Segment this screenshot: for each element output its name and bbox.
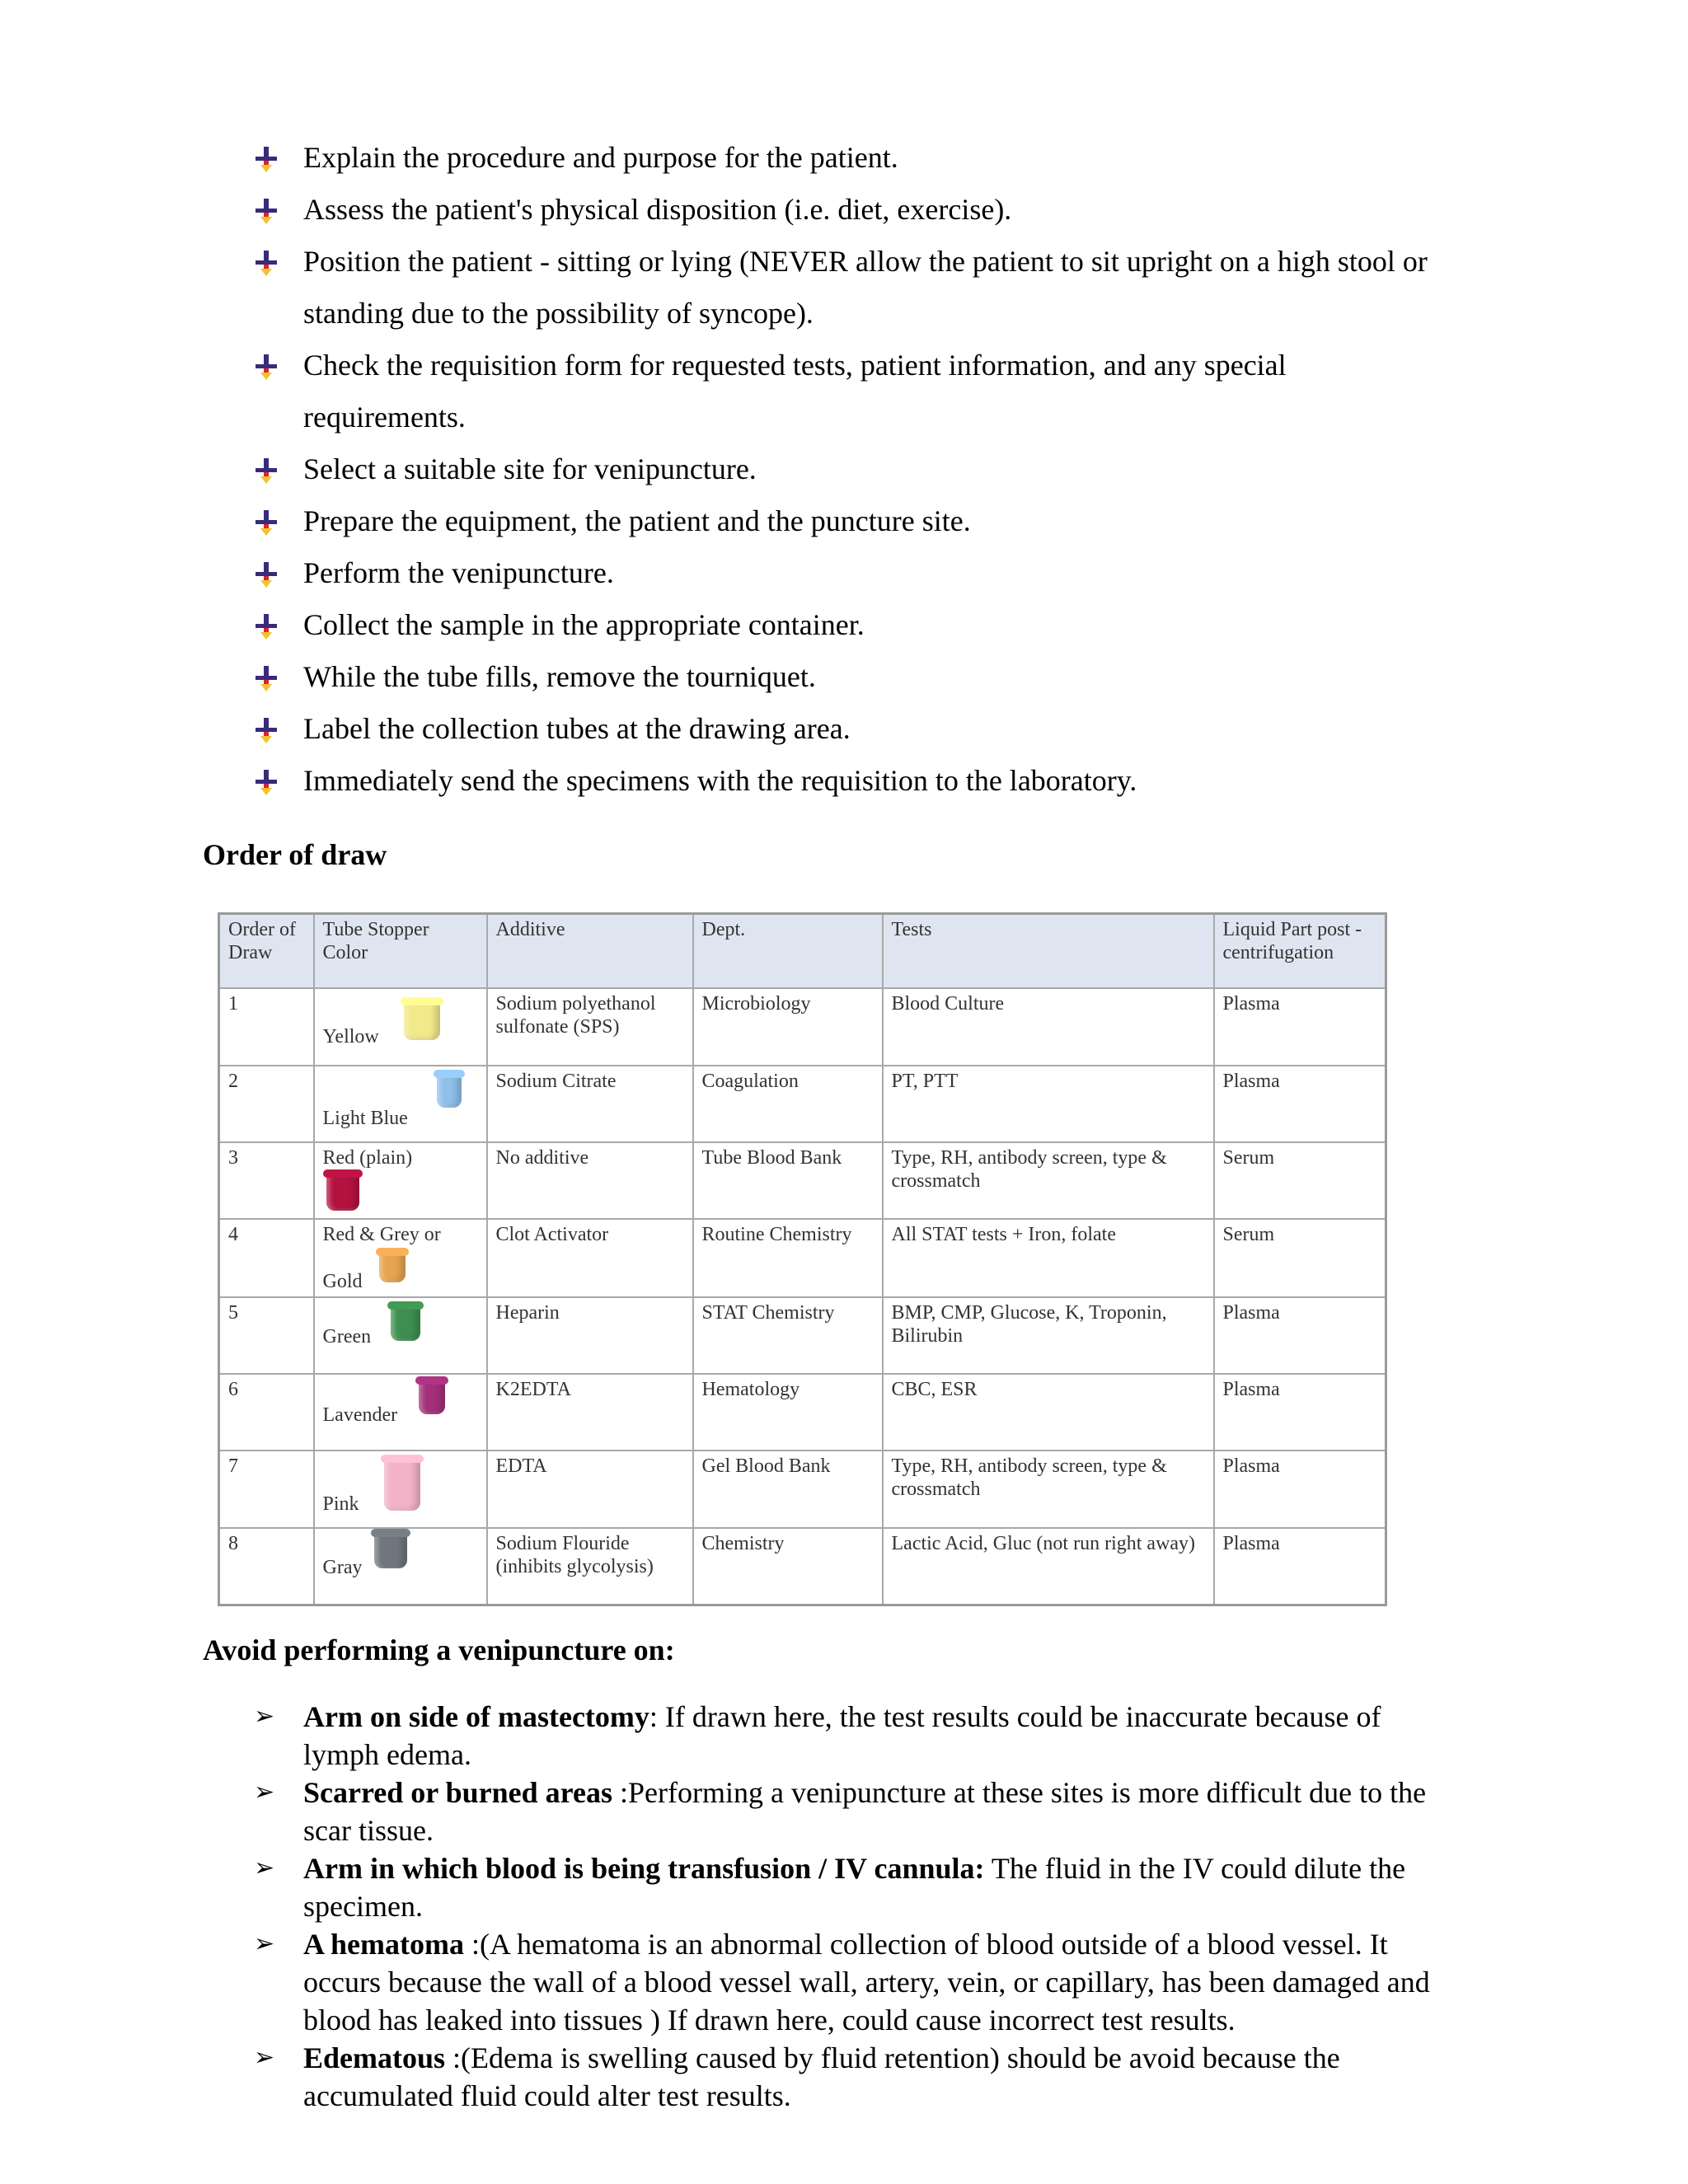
avoid-term: Arm on side of mastectomy [303, 1700, 649, 1733]
order-cell: 5 [219, 1297, 314, 1374]
liquid-cell: Plasma [1214, 1374, 1386, 1451]
stopper-color-cell [314, 1297, 487, 1374]
step-text: Perform the venipuncture. [303, 556, 614, 589]
order-cell: 3 [219, 1142, 314, 1219]
dept-cell: Chemistry [693, 1528, 883, 1605]
stopper-color-name: Lavender [322, 1404, 398, 1426]
down-arrow-bullet-icon [252, 560, 280, 588]
liquid-cell: Serum [1214, 1142, 1386, 1219]
column-header: Tests [883, 914, 1214, 989]
table-row [219, 1142, 1386, 1219]
down-arrow-bullet-icon [252, 145, 280, 173]
yellow-tube-cap-icon [404, 999, 440, 1040]
avoid-description: :Performing a venipuncture at these sites is more difficult due to the scar tissue. [303, 1776, 1427, 1847]
dept-cell: Routine Chemistry [693, 1219, 883, 1297]
table-row [219, 1066, 1386, 1142]
additive-cell: EDTA [487, 1451, 693, 1528]
stopper-color-cell [314, 1451, 487, 1528]
liquid-cell: Serum [1214, 1219, 1386, 1297]
stopper-color-name: Yellow [322, 1026, 379, 1047]
table-row [219, 988, 1386, 1066]
order-cell: 1 [219, 988, 314, 1066]
list-item [247, 495, 1451, 547]
arrowhead-bullet-icon: ➢ [254, 1854, 275, 1882]
additive-cell: Sodium Flouride (inhibits glycolysis) [487, 1528, 693, 1605]
down-arrow-bullet-icon [252, 197, 280, 225]
order-of-draw-heading: Order of draw [203, 838, 387, 871]
list-item [247, 1774, 1451, 1849]
list-item [247, 1698, 1451, 1774]
column-header: Liquid Part post - centrifugation [1214, 914, 1386, 989]
tests-cell: Lactic Acid, Gluc (not run right away) [883, 1528, 1214, 1605]
down-arrow-bullet-icon [252, 664, 280, 692]
list-item [247, 651, 1451, 703]
list-item [247, 2039, 1451, 2115]
step-text: Collect the sample in the appropriate container. [303, 608, 865, 641]
stopper-color-name: Red (plain) [322, 1147, 413, 1169]
step-text: Select a suitable site for venipuncture. [303, 452, 757, 485]
avoid-description: :(Edema is swelling caused by fluid retention) should be avoid because the accumulated fluid could alter test results. [303, 2041, 1340, 2112]
stopper-color-name: Pink [322, 1493, 359, 1515]
light-blue-tube-cap-icon [437, 1071, 462, 1108]
arrowhead-bullet-icon: ➢ [254, 2043, 275, 2072]
step-text: Prepare the equipment, the patient and the puncture site. [303, 504, 971, 537]
step-text: Position the patient - sitting or lying (NEVER allow the patient to sit upright on a high stool or standing due to the possibility of syncope). [303, 245, 1428, 330]
list-item [247, 1925, 1451, 2039]
tests-cell: Blood Culture [883, 988, 1214, 1066]
lavender-tube-cap-icon [419, 1378, 445, 1414]
tests-cell: PT, PTT [883, 1066, 1214, 1142]
column-header: Tube Stopper Color [314, 914, 487, 989]
avoid-description: :(A hematoma is an abnormal collection of blood outside of a blood vessel. It occurs because the wall of a blood vessel wall, artery, vein, or capillary, has been damaged and blood has leaked into tissues ) If drawn here, could cause incorrect test results. [303, 1928, 1430, 2036]
liquid-cell: Plasma [1214, 988, 1386, 1066]
dept-cell: Hematology [693, 1374, 883, 1451]
stopper-color-cell [314, 988, 487, 1066]
list-item [247, 132, 1451, 184]
list-item [247, 599, 1451, 651]
dept-cell: Microbiology [693, 988, 883, 1066]
order-cell: 7 [219, 1451, 314, 1528]
step-text: Immediately send the specimens with the requisition to the laboratory. [303, 764, 1137, 797]
tests-cell: Type, RH, antibody screen, type & crossmatch [883, 1451, 1214, 1528]
liquid-cell: Plasma [1214, 1451, 1386, 1528]
avoid-term: A hematoma [303, 1928, 464, 1961]
stopper-color-cell [314, 1374, 487, 1451]
down-arrow-bullet-icon [252, 768, 280, 796]
stopper-color-cell [314, 1528, 487, 1605]
stopper-color-name: Gold [322, 1271, 363, 1292]
table-header-row [219, 914, 1386, 989]
list-item [247, 547, 1451, 599]
stopper-color-cell [314, 1066, 487, 1142]
table-row [219, 1374, 1386, 1451]
step-text: Assess the patient's physical disposition (i.e. diet, exercise). [303, 193, 1012, 226]
list-item [247, 703, 1451, 755]
column-header: Order of Draw [219, 914, 314, 989]
down-arrow-bullet-icon [252, 249, 280, 277]
additive-cell: Heparin [487, 1297, 693, 1374]
step-text: While the tube fills, remove the tourniquet. [303, 660, 816, 693]
additive-cell: Sodium polyethanol sulfonate (SPS) [487, 988, 693, 1066]
step-text: Label the collection tubes at the drawing area. [303, 712, 851, 745]
column-header: Additive [487, 914, 693, 989]
liquid-cell: Plasma [1214, 1528, 1386, 1605]
stopper-color-line1: Red & Grey or [322, 1224, 441, 1245]
avoid-sites-list [247, 1698, 1451, 2115]
tests-cell: Type, RH, antibody screen, type & crossmatch [883, 1142, 1214, 1219]
additive-cell: No additive [487, 1142, 693, 1219]
avoid-term: Scarred or burned areas [303, 1776, 612, 1809]
tests-cell: BMP, CMP, Glucose, K, Troponin, Bilirubin [883, 1297, 1214, 1374]
order-of-draw-table-wrapper [218, 912, 1385, 1606]
liquid-cell: Plasma [1214, 1066, 1386, 1142]
down-arrow-bullet-icon [252, 716, 280, 744]
step-text: Check the requisition form for requested tests, patient information, and any special requirements. [303, 349, 1287, 434]
step-text: Explain the procedure and purpose for the patient. [303, 141, 898, 174]
gold-tube-cap-icon [379, 1249, 406, 1282]
list-item [247, 755, 1451, 807]
pink-tube-cap-icon [384, 1456, 420, 1511]
avoid-description: : If drawn here, the test results could be inaccurate because of lymph edema. [303, 1700, 1381, 1771]
table-row [219, 1219, 1386, 1297]
dept-cell: Gel Blood Bank [693, 1451, 883, 1528]
list-item [247, 236, 1451, 340]
order-cell: 8 [219, 1528, 314, 1605]
list-item [247, 184, 1451, 236]
tests-cell: All STAT tests + Iron, folate [883, 1219, 1214, 1297]
avoid-description: The fluid in the IV could dilute the specimen. [303, 1852, 1406, 1923]
additive-cell: Clot Activator [487, 1219, 693, 1297]
table-row [219, 1528, 1386, 1605]
list-item [247, 340, 1451, 443]
down-arrow-bullet-icon [252, 457, 280, 485]
column-header: Dept. [693, 914, 883, 989]
stopper-color-cell [314, 1219, 487, 1297]
down-arrow-bullet-icon [252, 612, 280, 640]
stopper-color-name: Light Blue [322, 1108, 408, 1129]
order-cell: 6 [219, 1374, 314, 1451]
dept-cell: Tube Blood Bank [693, 1142, 883, 1219]
order-cell: 4 [219, 1219, 314, 1297]
green-tube-cap-icon [391, 1303, 420, 1341]
list-item [247, 1849, 1451, 1925]
gray-tube-cap-icon [374, 1530, 407, 1568]
stopper-color-name: Gray [322, 1557, 363, 1578]
stopper-color-name: Green [322, 1326, 372, 1347]
table-row [219, 1297, 1386, 1374]
arrowhead-bullet-icon: ➢ [254, 1702, 275, 1731]
avoid-term: Edematous [303, 2041, 446, 2074]
liquid-cell: Plasma [1214, 1297, 1386, 1374]
down-arrow-bullet-icon [252, 509, 280, 537]
order-cell: 2 [219, 1066, 314, 1142]
stopper-color-cell [314, 1142, 487, 1219]
dept-cell: Coagulation [693, 1066, 883, 1142]
down-arrow-bullet-icon [252, 353, 280, 381]
additive-cell: Sodium Citrate [487, 1066, 693, 1142]
dept-cell: STAT Chemistry [693, 1297, 883, 1374]
red-tube-cap-icon [326, 1171, 359, 1211]
list-item [247, 443, 1451, 495]
arrowhead-bullet-icon: ➢ [254, 1778, 275, 1807]
table-row [219, 1451, 1386, 1528]
order-of-draw-table [218, 912, 1387, 1606]
avoid-venipuncture-heading: Avoid performing a venipuncture on: [203, 1633, 675, 1666]
additive-cell: K2EDTA [487, 1374, 693, 1451]
arrowhead-bullet-icon: ➢ [254, 1929, 275, 1958]
avoid-term: Arm in which blood is being transfusion / IV cannula: [303, 1852, 985, 1885]
procedure-steps-list [247, 132, 1451, 807]
tests-cell: CBC, ESR [883, 1374, 1214, 1451]
